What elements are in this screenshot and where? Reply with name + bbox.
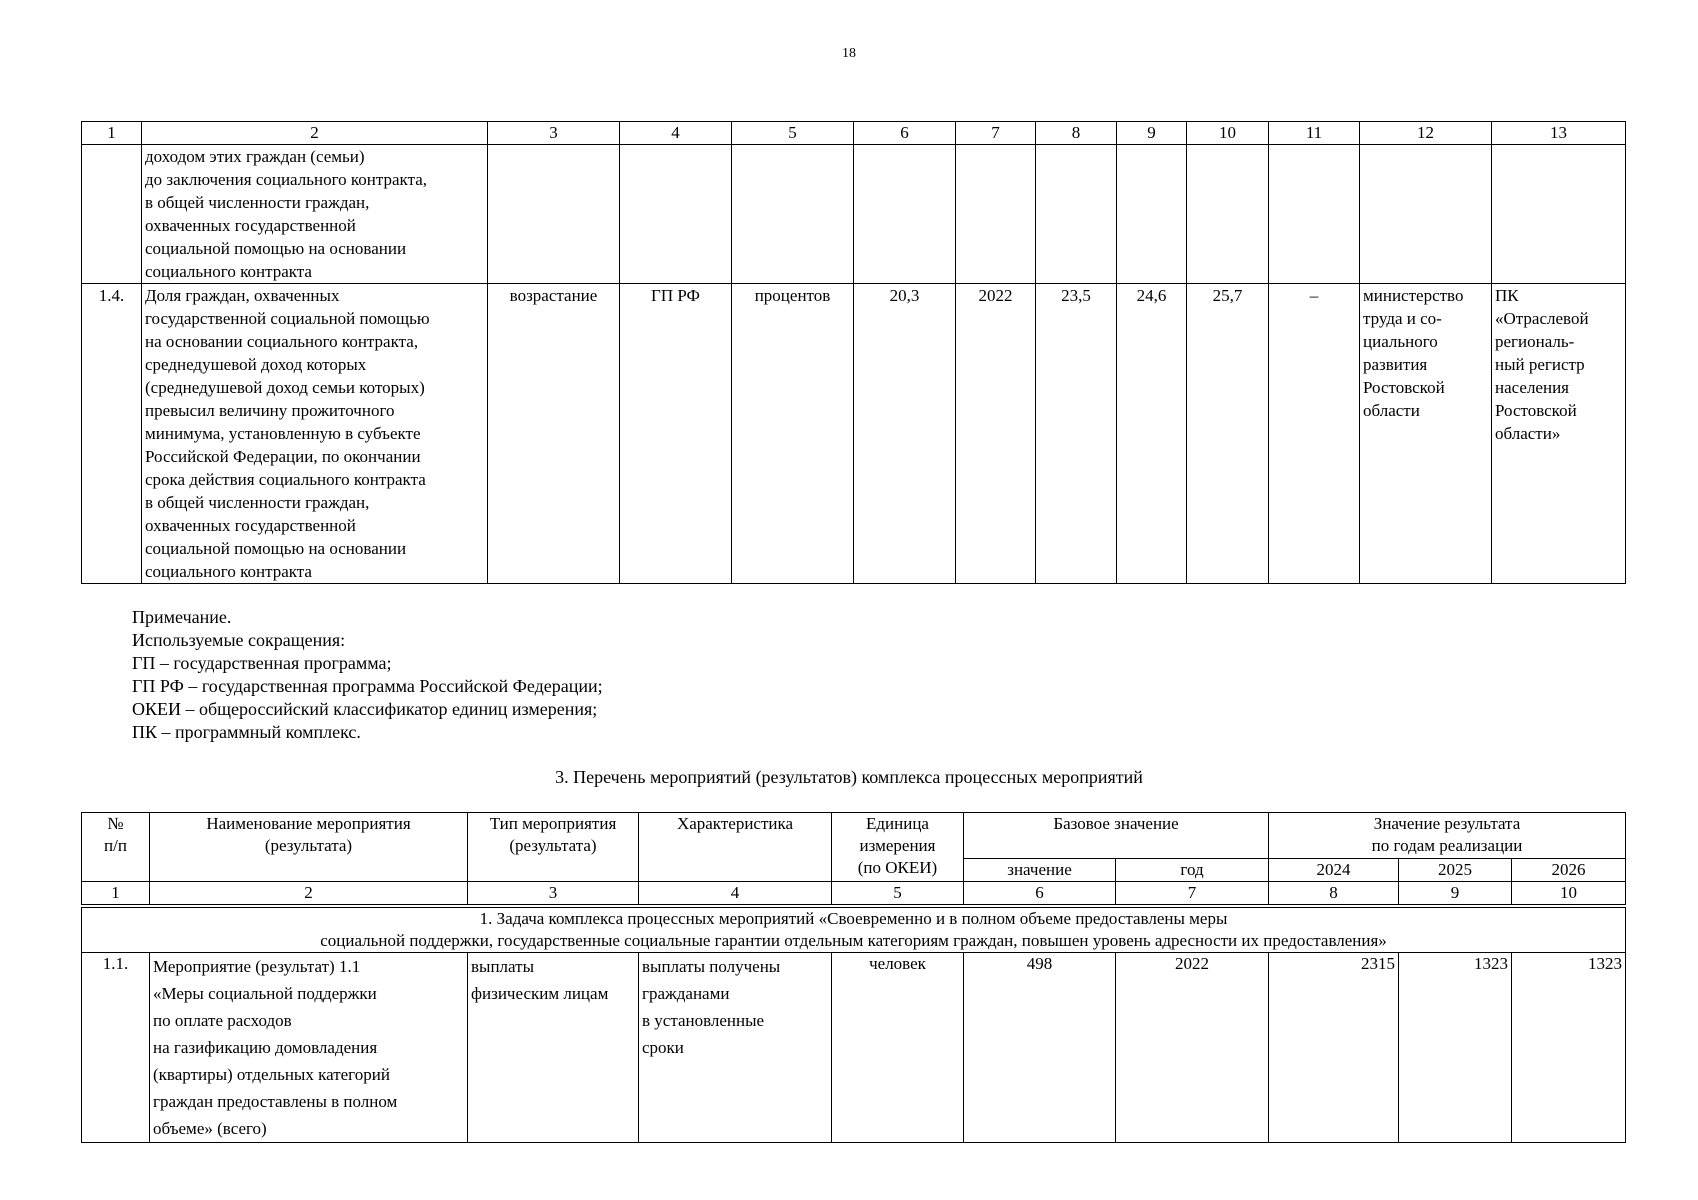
header-year: 2025 (1399, 859, 1512, 882)
col-number: 13 (1492, 122, 1626, 145)
col-number: 6 (854, 122, 956, 145)
value: 23,5 (1036, 284, 1117, 584)
col-number: 12 (1360, 122, 1492, 145)
column-number-row (82, 122, 1626, 145)
unit: человек (832, 953, 964, 1143)
col-number: 3 (488, 122, 620, 145)
col-number: 8 (1036, 122, 1117, 145)
header-base-year: год (1116, 859, 1269, 882)
header-values: Значение результата по годам реализации (1269, 813, 1626, 859)
note-line: Примечание. (132, 607, 232, 627)
col-number: 1 (82, 122, 142, 145)
base-value: 498 (964, 953, 1116, 1143)
header-num: № п/п (82, 813, 150, 882)
note-line: ПК – программный комплекс. (132, 722, 361, 742)
col-number: 5 (832, 882, 964, 907)
level: ГП РФ (620, 284, 732, 584)
activity-characteristic: выплаты получены гражданами в установленные сроки (639, 953, 832, 1143)
column-number-row (82, 882, 1626, 907)
col-number: 10 (1512, 882, 1626, 907)
table-row (82, 145, 1626, 284)
activity-type: выплаты физическим лицам (468, 953, 639, 1143)
indicator-name: доходом этих граждан (семьи) до заключения социального контракта, в общей численности граждан, охваченных государственной социальной помощью на основании социального контракта (142, 145, 488, 284)
base-year: 2022 (1116, 953, 1269, 1143)
col-number: 11 (1269, 122, 1360, 145)
header-type: Тип мероприятия (результата) (468, 813, 639, 882)
activities-table (81, 812, 1626, 1143)
header-unit: Единица измерения (по ОКЕИ) (832, 813, 964, 882)
header-base-value: значение (964, 859, 1116, 882)
header-year: 2026 (1512, 859, 1626, 882)
value-2026: 1323 (1512, 953, 1626, 1143)
indicators-table (81, 121, 1626, 584)
base-year: 2022 (956, 284, 1036, 584)
note-line: ГП – государственная программа; (132, 653, 392, 673)
unit: процентов (732, 284, 854, 584)
indicator-name: Доля граждан, охваченных государственной социальной помощью на основании социального контракта, среднедушевой доход которых (среднедушевой доход семьи которых) превысил величину прожиточного минимума, установленную в субъекте Российской Федерации, по окончании срока действия социального контракта в общей численности граждан, охваченных государственной социальной помощью на основании социального контракта (142, 284, 488, 584)
note-line: ГП РФ – государственная программа Российской Федерации; (132, 676, 603, 696)
value: – (1269, 284, 1360, 584)
col-number: 6 (964, 882, 1116, 907)
col-number: 2 (142, 122, 488, 145)
col-number: 5 (732, 122, 854, 145)
page-number: 18 (842, 46, 856, 61)
header-year: 2024 (1269, 859, 1399, 882)
trend: возрастание (488, 284, 620, 584)
value: 24,6 (1117, 284, 1187, 584)
task-row (82, 906, 1626, 953)
section-title: 3. Перечень мероприятий (результатов) комплекса процессных мероприятий (555, 767, 1143, 787)
col-number: 9 (1399, 882, 1512, 907)
col-number: 1 (82, 882, 150, 907)
table-row (82, 953, 1626, 1143)
task-title: 1. Задача комплекса процессных мероприятий «Своевременно и в полном объеме предоставлены меры социальной поддержки, государственные социальные гарантии отдельным категориям граждан, повышен уровень адресности их предоставления» (82, 906, 1626, 953)
col-number: 2 (150, 882, 468, 907)
col-number: 9 (1117, 122, 1187, 145)
value-2025: 1323 (1399, 953, 1512, 1143)
col-number: 7 (956, 122, 1036, 145)
value-2024: 2315 (1269, 953, 1399, 1143)
note-line: ОКЕИ – общероссийский классификатор единиц измерения; (132, 699, 598, 719)
col-number: 7 (1116, 882, 1269, 907)
col-number: 4 (639, 882, 832, 907)
value: 25,7 (1187, 284, 1269, 584)
col-number: 8 (1269, 882, 1399, 907)
note-line: Используемые сокращения: (132, 630, 346, 650)
header-characteristic: Характеристика (639, 813, 832, 882)
header-name: Наименование мероприятия (результата) (150, 813, 468, 882)
row-number: 1.1. (82, 953, 150, 1143)
col-number: 4 (620, 122, 732, 145)
col-number: 10 (1187, 122, 1269, 145)
table-row (82, 284, 1626, 584)
base-value: 20,3 (854, 284, 956, 584)
notes (132, 606, 603, 744)
header-base: Базовое значение (964, 813, 1269, 859)
information-system: ПК «Отраслевой региональ- ный регистр населения Ростовской области» (1492, 284, 1626, 584)
responsible: министерство труда и со- циального развития Ростовской области (1360, 284, 1492, 584)
row-number: 1.4. (82, 284, 142, 584)
col-number: 3 (468, 882, 639, 907)
activity-name: Мероприятие (результат) 1.1 «Меры социальной поддержки по оплате расходов на газификацию домовладения (квартиры) отдельных категорий граждан предоставлены в полном объеме» (всего) (150, 953, 468, 1143)
